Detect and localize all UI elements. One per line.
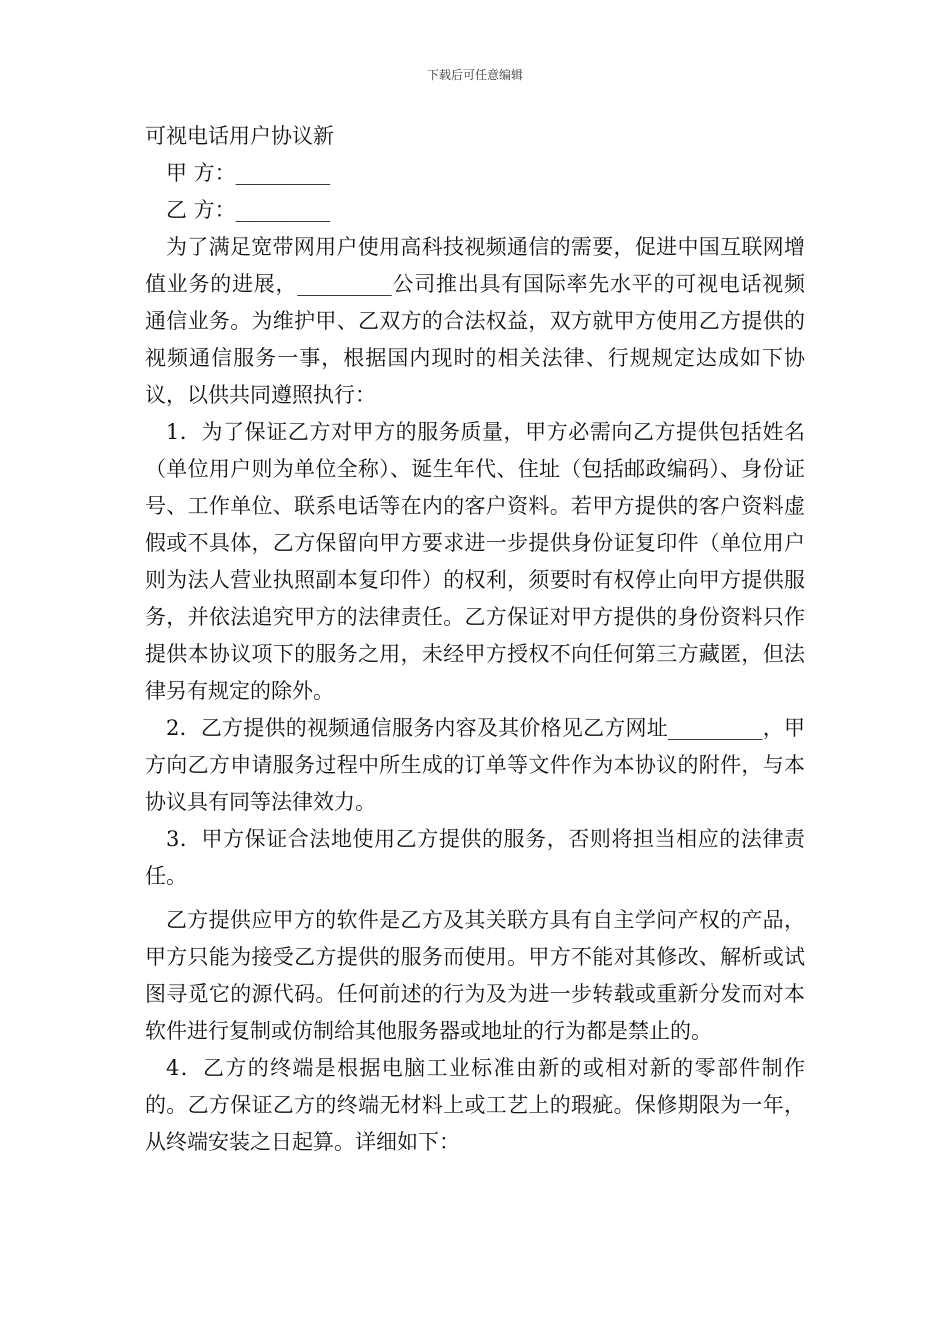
document-title: 可视电话用户协议新 — [145, 124, 334, 148]
document-body — [145, 118, 805, 1161]
clause-3-paragraph: 3．甲方保证合法地使用乙方提供的服务，否则将担当相应的法律责任。 — [145, 827, 805, 888]
clause-4-paragraph: 4．乙方的终端是根据电脑工业标准由新的或相对新的零部件制作的。乙方保证乙方的终端无材料上或工艺上的瑕疵。保修期限为一年，从终端安装之日起算。详细如下： — [145, 1056, 805, 1154]
clause-1-paragraph: 1．为了保证乙方对甲方的服务质量，甲方必需向乙方提供包括姓名（单位用户则为单位全称）、诞生年代、住址（包括邮政编码）、身份证号、工作单位、联系电话等在内的客户资料。若甲方提供的客户资料虚假或不具体，乙方保留向甲方要求进一步提供身份证复印件（单位用户则为法人营业执照副本复印件）的权利，须要时有权停止向甲方提供服务，并依法追究甲方的法律责任。乙方保证对甲方提供的身份资料只作提供本协议项下的服务之用，未经甲方授权不向任何第三方藏匿，但法律另有规定的除外。 — [145, 420, 805, 703]
party-a-line: 甲 方：_________ — [166, 161, 331, 185]
party-b-line: 乙 方：_________ — [166, 198, 331, 222]
software-paragraph: 乙方提供应甲方的软件是乙方及其关联方具有自主学问产权的产品，甲方只能为接受乙方提供的服务而使用。甲方不能对其修改、解析或试图寻觅它的源代码。任何前述的行为及为进一步转载或重新分发而对本软件进行复制或仿制给其他服务器或地址的行为都是禁止的。 — [145, 908, 805, 1043]
intro-paragraph: 为了满足宽带网用户使用高科技视频通信的需要，促进中国互联网增值业务的进展，_________公司推出具有国际率先水平的可视电话视频通信业务。为维护甲、乙双方的合法权益，双方就甲方使用乙方提供的视频通信服务一事，根据国内现时的相关法律、行规规定达成如下协议，以供共同遵照执行： — [145, 235, 805, 407]
page-header-note: 下载后可任意编辑 — [426, 68, 523, 82]
clause-2-paragraph: 2．乙方提供的视频通信服务内容及其价格见乙方网址_________，甲方向乙方申请服务过程中所生成的订单等文件作为本协议的附件，与本协议具有同等法律效力。 — [145, 716, 805, 814]
